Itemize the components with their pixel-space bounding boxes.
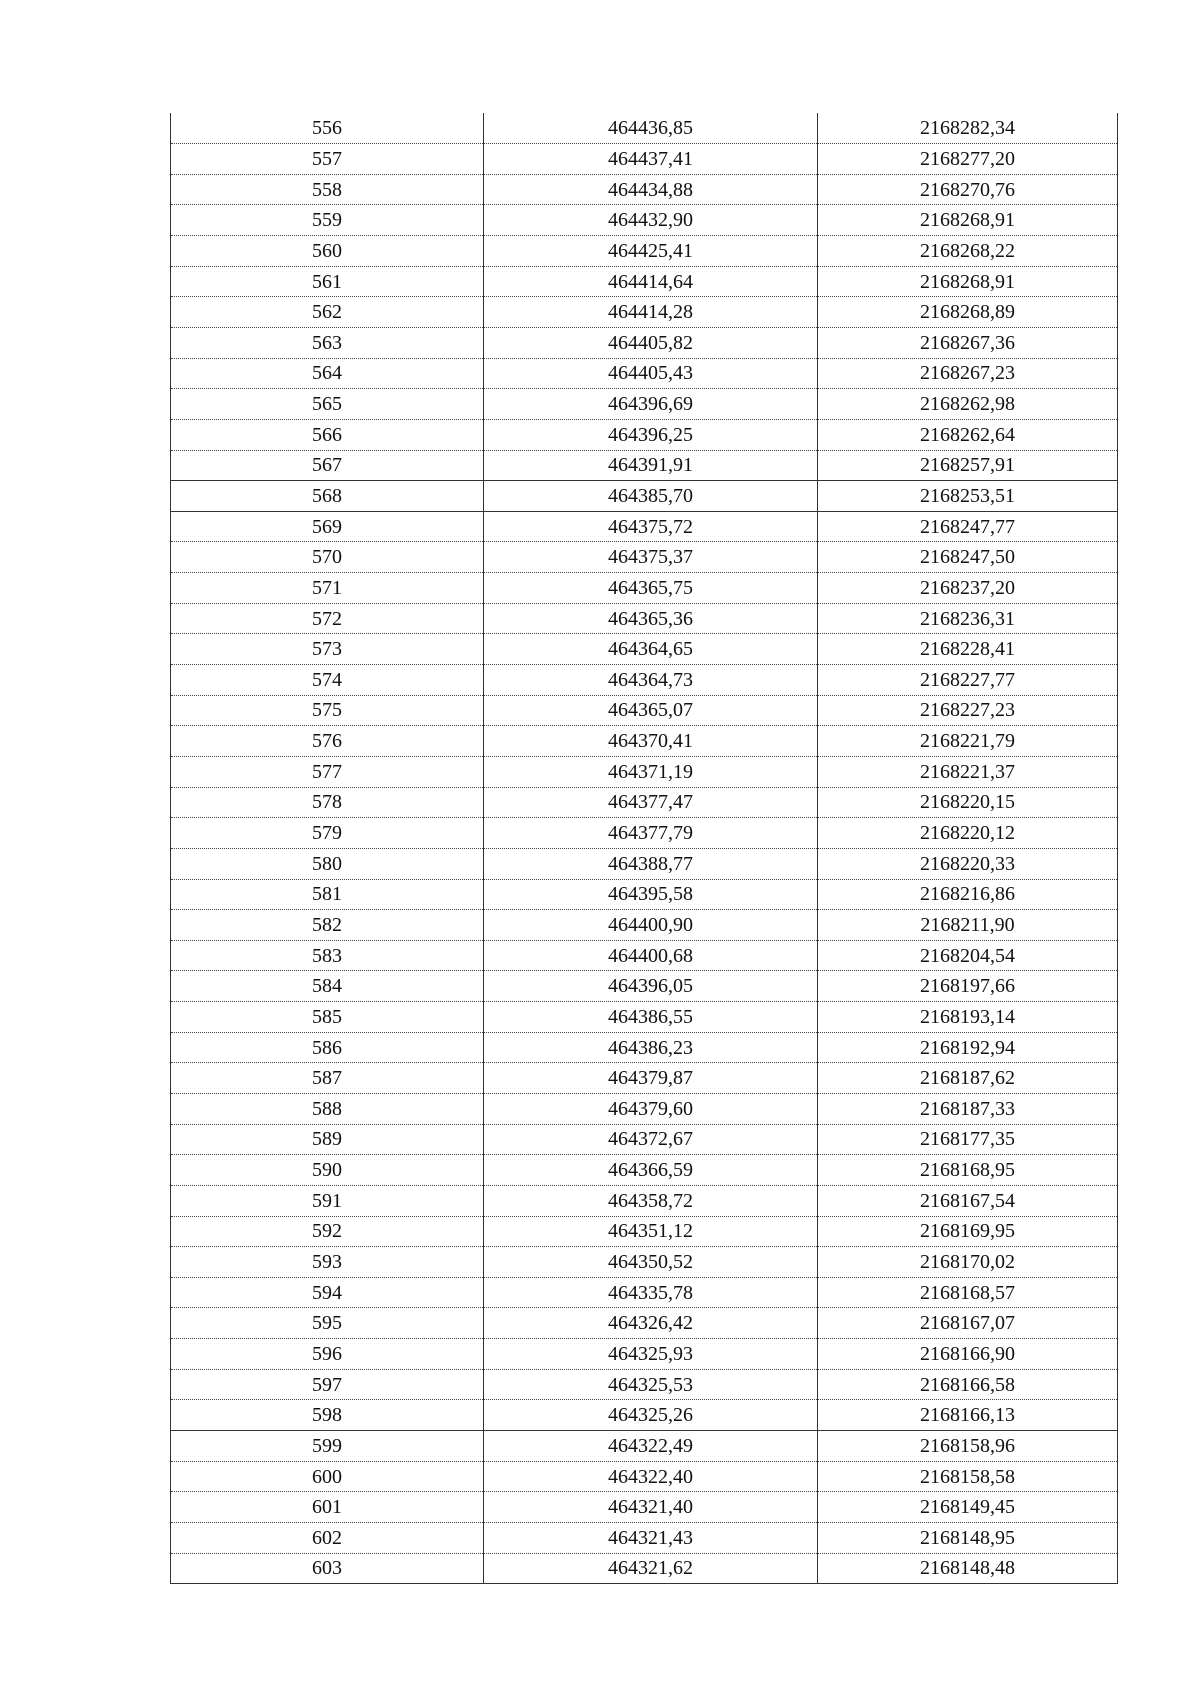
point-number-cell: 602 [171,1522,484,1553]
table-row [171,603,1118,634]
y-coordinate-cell: 2168268,89 [818,297,1118,328]
table-row [171,940,1118,971]
point-number-cell: 587 [171,1063,484,1094]
x-coordinate-cell: 464395,58 [484,879,818,910]
y-coordinate-cell: 2168227,23 [818,695,1118,726]
x-coordinate-cell: 464322,40 [484,1461,818,1492]
x-coordinate-cell: 464325,26 [484,1400,818,1431]
y-coordinate-cell: 2168187,62 [818,1063,1118,1094]
table-row [171,542,1118,573]
point-number-cell: 596 [171,1339,484,1370]
point-number-cell: 579 [171,818,484,849]
coordinates-table [170,113,1118,1584]
y-coordinate-cell: 2168170,02 [818,1247,1118,1278]
table-row [171,695,1118,726]
x-coordinate-cell: 464396,25 [484,419,818,450]
point-number-cell: 599 [171,1431,484,1462]
y-coordinate-cell: 2168168,57 [818,1277,1118,1308]
table-row [171,971,1118,1002]
x-coordinate-cell: 464436,85 [484,113,818,144]
y-coordinate-cell: 2168197,66 [818,971,1118,1002]
x-coordinate-cell: 464396,69 [484,389,818,420]
y-coordinate-cell: 2168220,12 [818,818,1118,849]
point-number-cell: 559 [171,205,484,236]
point-number-cell: 565 [171,389,484,420]
x-coordinate-cell: 464371,19 [484,756,818,787]
x-coordinate-cell: 464364,65 [484,634,818,665]
point-number-cell: 590 [171,1155,484,1186]
x-coordinate-cell: 464386,23 [484,1032,818,1063]
table-row [171,389,1118,420]
point-number-cell: 575 [171,695,484,726]
table-row [171,1553,1118,1584]
x-coordinate-cell: 464365,07 [484,695,818,726]
table-row [171,450,1118,481]
x-coordinate-cell: 464414,28 [484,297,818,328]
x-coordinate-cell: 464326,42 [484,1308,818,1339]
point-number-cell: 584 [171,971,484,1002]
table-row [171,1063,1118,1094]
table-row [171,297,1118,328]
y-coordinate-cell: 2168247,50 [818,542,1118,573]
y-coordinate-cell: 2168149,45 [818,1492,1118,1523]
y-coordinate-cell: 2168277,20 [818,144,1118,175]
y-coordinate-cell: 2168268,22 [818,236,1118,267]
y-coordinate-cell: 2168192,94 [818,1032,1118,1063]
x-coordinate-cell: 464400,90 [484,910,818,941]
point-number-cell: 600 [171,1461,484,1492]
x-coordinate-cell: 464358,72 [484,1185,818,1216]
point-number-cell: 558 [171,174,484,205]
table-row [171,910,1118,941]
y-coordinate-cell: 2168262,98 [818,389,1118,420]
table-row [171,1185,1118,1216]
x-coordinate-cell: 464405,82 [484,327,818,358]
point-number-cell: 569 [171,511,484,542]
table-row [171,1492,1118,1523]
x-coordinate-cell: 464396,05 [484,971,818,1002]
table-row [171,113,1118,144]
x-coordinate-cell: 464379,87 [484,1063,818,1094]
x-coordinate-cell: 464379,60 [484,1094,818,1125]
y-coordinate-cell: 2168177,35 [818,1124,1118,1155]
point-number-cell: 582 [171,910,484,941]
y-coordinate-cell: 2168236,31 [818,603,1118,634]
table-row [171,358,1118,389]
table-row [171,266,1118,297]
x-coordinate-cell: 464437,41 [484,144,818,175]
y-coordinate-cell: 2168247,77 [818,511,1118,542]
table-row [171,1277,1118,1308]
y-coordinate-cell: 2168267,23 [818,358,1118,389]
x-coordinate-cell: 464372,67 [484,1124,818,1155]
table-row [171,1155,1118,1186]
x-coordinate-cell: 464377,47 [484,787,818,818]
point-number-cell: 570 [171,542,484,573]
table-row [171,1461,1118,1492]
point-number-cell: 585 [171,1002,484,1033]
y-coordinate-cell: 2168158,96 [818,1431,1118,1462]
table-row [171,1369,1118,1400]
x-coordinate-cell: 464370,41 [484,726,818,757]
table-row [171,205,1118,236]
point-number-cell: 583 [171,940,484,971]
x-coordinate-cell: 464364,73 [484,665,818,696]
x-coordinate-cell: 464425,41 [484,236,818,267]
y-coordinate-cell: 2168167,54 [818,1185,1118,1216]
table-row [171,327,1118,358]
x-coordinate-cell: 464325,93 [484,1339,818,1370]
y-coordinate-cell: 2168268,91 [818,266,1118,297]
table-row [171,818,1118,849]
point-number-cell: 573 [171,634,484,665]
y-coordinate-cell: 2168169,95 [818,1216,1118,1247]
point-number-cell: 560 [171,236,484,267]
table-row [171,174,1118,205]
table-row [171,236,1118,267]
table-row [171,419,1118,450]
point-number-cell: 580 [171,848,484,879]
x-coordinate-cell: 464322,49 [484,1431,818,1462]
x-coordinate-cell: 464365,36 [484,603,818,634]
y-coordinate-cell: 2168187,33 [818,1094,1118,1125]
y-coordinate-cell: 2168193,14 [818,1002,1118,1033]
point-number-cell: 597 [171,1369,484,1400]
table-row [171,1522,1118,1553]
table-row [171,665,1118,696]
y-coordinate-cell: 2168253,51 [818,481,1118,512]
point-number-cell: 591 [171,1185,484,1216]
x-coordinate-cell: 464351,12 [484,1216,818,1247]
x-coordinate-cell: 464321,43 [484,1522,818,1553]
x-coordinate-cell: 464377,79 [484,818,818,849]
y-coordinate-cell: 2168220,33 [818,848,1118,879]
table-row [171,1339,1118,1370]
table-row [171,1002,1118,1033]
y-coordinate-cell: 2168267,36 [818,327,1118,358]
y-coordinate-cell: 2168166,90 [818,1339,1118,1370]
y-coordinate-cell: 2168166,58 [818,1369,1118,1400]
point-number-cell: 589 [171,1124,484,1155]
y-coordinate-cell: 2168262,64 [818,419,1118,450]
y-coordinate-cell: 2168166,13 [818,1400,1118,1431]
y-coordinate-cell: 2168221,37 [818,756,1118,787]
y-coordinate-cell: 2168148,48 [818,1553,1118,1584]
point-number-cell: 603 [171,1553,484,1584]
table-row [171,756,1118,787]
y-coordinate-cell: 2168220,15 [818,787,1118,818]
x-coordinate-cell: 464434,88 [484,174,818,205]
table-row [171,481,1118,512]
point-number-cell: 576 [171,726,484,757]
table-row [171,848,1118,879]
table-row [171,1216,1118,1247]
table-row [171,1124,1118,1155]
point-number-cell: 592 [171,1216,484,1247]
x-coordinate-cell: 464321,40 [484,1492,818,1523]
point-number-cell: 598 [171,1400,484,1431]
y-coordinate-cell: 2168148,95 [818,1522,1118,1553]
table-row [171,1032,1118,1063]
y-coordinate-cell: 2168282,34 [818,113,1118,144]
table-row [171,511,1118,542]
y-coordinate-cell: 2168216,86 [818,879,1118,910]
point-number-cell: 556 [171,113,484,144]
x-coordinate-cell: 464375,72 [484,511,818,542]
point-number-cell: 595 [171,1308,484,1339]
point-number-cell: 581 [171,879,484,910]
point-number-cell: 593 [171,1247,484,1278]
y-coordinate-cell: 2168211,90 [818,910,1118,941]
y-coordinate-cell: 2168268,91 [818,205,1118,236]
y-coordinate-cell: 2168221,79 [818,726,1118,757]
y-coordinate-cell: 2168158,58 [818,1461,1118,1492]
x-coordinate-cell: 464405,43 [484,358,818,389]
x-coordinate-cell: 464366,59 [484,1155,818,1186]
table-row [171,1247,1118,1278]
y-coordinate-cell: 2168204,54 [818,940,1118,971]
point-number-cell: 571 [171,573,484,604]
x-coordinate-cell: 464375,37 [484,542,818,573]
table-row [171,726,1118,757]
y-coordinate-cell: 2168167,07 [818,1308,1118,1339]
point-number-cell: 601 [171,1492,484,1523]
x-coordinate-cell: 464385,70 [484,481,818,512]
y-coordinate-cell: 2168237,20 [818,573,1118,604]
table-row [171,1308,1118,1339]
x-coordinate-cell: 464350,52 [484,1247,818,1278]
point-number-cell: 561 [171,266,484,297]
table-row [171,787,1118,818]
table-row [171,144,1118,175]
x-coordinate-cell: 464325,53 [484,1369,818,1400]
y-coordinate-cell: 2168228,41 [818,634,1118,665]
y-coordinate-cell: 2168227,77 [818,665,1118,696]
point-number-cell: 588 [171,1094,484,1125]
point-number-cell: 567 [171,450,484,481]
point-number-cell: 566 [171,419,484,450]
table-row [171,634,1118,665]
x-coordinate-cell: 464321,62 [484,1553,818,1584]
point-number-cell: 586 [171,1032,484,1063]
table-row [171,879,1118,910]
point-number-cell: 572 [171,603,484,634]
y-coordinate-cell: 2168257,91 [818,450,1118,481]
point-number-cell: 562 [171,297,484,328]
coordinates-table-body [171,113,1118,1584]
table-row [171,1400,1118,1431]
x-coordinate-cell: 464335,78 [484,1277,818,1308]
point-number-cell: 568 [171,481,484,512]
point-number-cell: 557 [171,144,484,175]
y-coordinate-cell: 2168270,76 [818,174,1118,205]
x-coordinate-cell: 464432,90 [484,205,818,236]
table-row [171,573,1118,604]
table-row [171,1094,1118,1125]
point-number-cell: 594 [171,1277,484,1308]
x-coordinate-cell: 464400,68 [484,940,818,971]
x-coordinate-cell: 464388,77 [484,848,818,879]
point-number-cell: 574 [171,665,484,696]
point-number-cell: 563 [171,327,484,358]
point-number-cell: 564 [171,358,484,389]
point-number-cell: 578 [171,787,484,818]
x-coordinate-cell: 464365,75 [484,573,818,604]
x-coordinate-cell: 464386,55 [484,1002,818,1033]
point-number-cell: 577 [171,756,484,787]
x-coordinate-cell: 464391,91 [484,450,818,481]
table-row [171,1431,1118,1462]
y-coordinate-cell: 2168168,95 [818,1155,1118,1186]
x-coordinate-cell: 464414,64 [484,266,818,297]
